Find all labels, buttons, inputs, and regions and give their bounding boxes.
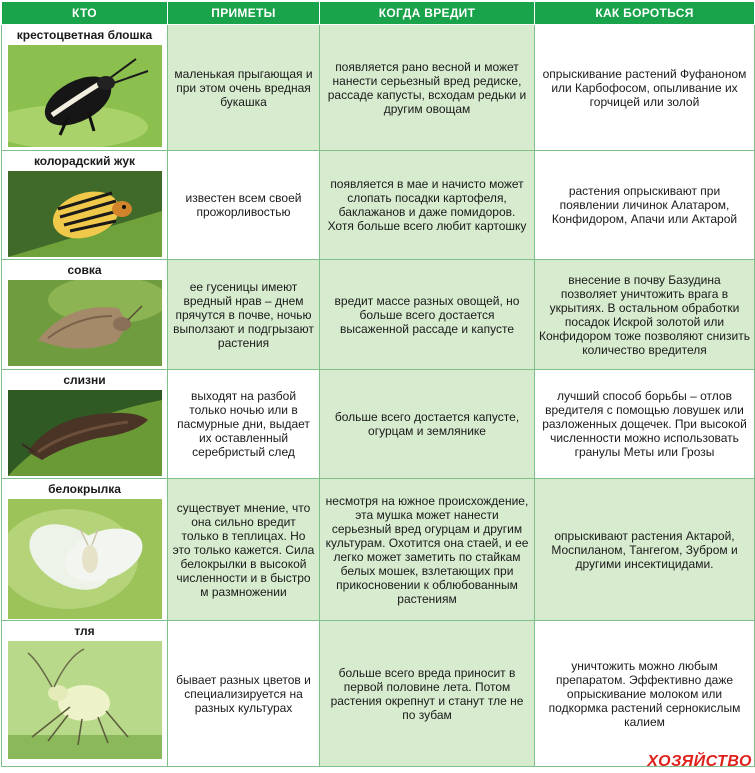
fight-cell: уничтожить можно любым препаратом. Эффективно даже опрыскивание молоком или подкормка растений сернокислым калием: [535, 621, 755, 767]
fight-cell: растения опрыскивают при появлении личинок Алатаром, Конфидором, Апачи или Актарой: [535, 151, 755, 260]
pest-name: крестоцветная блошка: [16, 28, 153, 42]
when-cell: несмотря на южное происхождение, эта мушка может нанести серьезный вред огурцам и другим культурам. Охотится она стаей, и ее легко может заметить по стайкам белых мошек, взлетающих при прикосновении к облюбованным растениям: [320, 479, 535, 621]
pest-cell: [2, 370, 168, 479]
pest-name: совка: [67, 263, 102, 277]
header-signs: ПРИМЕТЫ: [168, 2, 320, 25]
brand-logo: ХОЗЯЙСТВО: [647, 753, 752, 770]
table-row: [2, 621, 755, 767]
pest-name: тля: [74, 624, 95, 638]
header-row: [2, 2, 755, 25]
header-when: КОГДА ВРЕДИТ: [320, 2, 535, 25]
colorado-beetle-image: [8, 171, 162, 257]
when-cell: вредит массе разных овощей, но больше всего достается высаженной рассаде и капусте: [320, 260, 535, 370]
table-row: [2, 25, 755, 151]
signs-cell: маленькая прыгающая и при этом очень вредная букашка: [168, 25, 320, 151]
flea-beetle-image: [8, 45, 162, 147]
pest-cell: [2, 479, 168, 621]
table-row: [2, 151, 755, 260]
when-cell: появляется рано весной и может нанести серьезный вред редиске, рассаде капусты, всходам редьки и другим овощам: [320, 25, 535, 151]
pest-cell: [2, 151, 168, 260]
header-who: КТО: [2, 2, 168, 25]
slug-image: [8, 390, 162, 476]
when-cell: появляется в мае и начисто может слопать посадки картофеля, баклажанов и даже помидоров. Хотя больше всего любит картошку: [320, 151, 535, 260]
pests-table: [1, 1, 755, 767]
table-row: [2, 260, 755, 370]
fight-cell: опрыскивание растений Фуфаноном или Карбофосом, опыливание их горчицей или золой: [535, 25, 755, 151]
header-fight: КАК БОРОТЬСЯ: [535, 2, 755, 25]
signs-cell: бывает разных цветов и специализируется на разных культурах: [168, 621, 320, 767]
pest-cell: [2, 260, 168, 370]
signs-cell: существует мнение, что она сильно вредит только в теплицах. Но это только кажется. Сила белокрылки в высокой численности и в быстро м размножении: [168, 479, 320, 621]
whitefly-image: [8, 499, 162, 619]
signs-cell: выходят на разбой только ночью или в пасмурные дни, выдает их оставленный серебристый след: [168, 370, 320, 479]
fight-cell: внесение в почву Базудина позволяет уничтожить врага в укрытиях. В остальном обработки посадок Искрой золотой или Конфидором тоже позволяют снизить количество вредителя: [535, 260, 755, 370]
fight-cell: лучший способ борьбы – отлов вредителя с помощью ловушек или разложенных дощечек. При высокой численности можно использовать гранулы Меты или Грозы: [535, 370, 755, 479]
when-cell: больше всего вреда приносит в первой половине лета. Потом растения окрепнут и станут тле не по зубам: [320, 621, 535, 767]
pest-cell: [2, 25, 168, 151]
when-cell: больше всего достается капусте, огурцам и землянике: [320, 370, 535, 479]
pest-name: колорадский жук: [33, 154, 136, 168]
aphid-image: [8, 641, 162, 759]
moth-image: [8, 280, 162, 366]
table-row: [2, 370, 755, 479]
signs-cell: известен всем своей прожорливостью: [168, 151, 320, 260]
pest-name: белокрылка: [48, 482, 121, 496]
pest-name: слизни: [63, 373, 106, 387]
fight-cell: опрыскивают растения Актарой, Моспиланом, Тангегом, Зубром и другими инсектицидами.: [535, 479, 755, 621]
table-row: [2, 479, 755, 621]
signs-cell: ее гусеницы имеют вредный нрав – днем прячутся в почве, ночью выползают и подгрызают растения: [168, 260, 320, 370]
pest-cell: [2, 621, 168, 767]
